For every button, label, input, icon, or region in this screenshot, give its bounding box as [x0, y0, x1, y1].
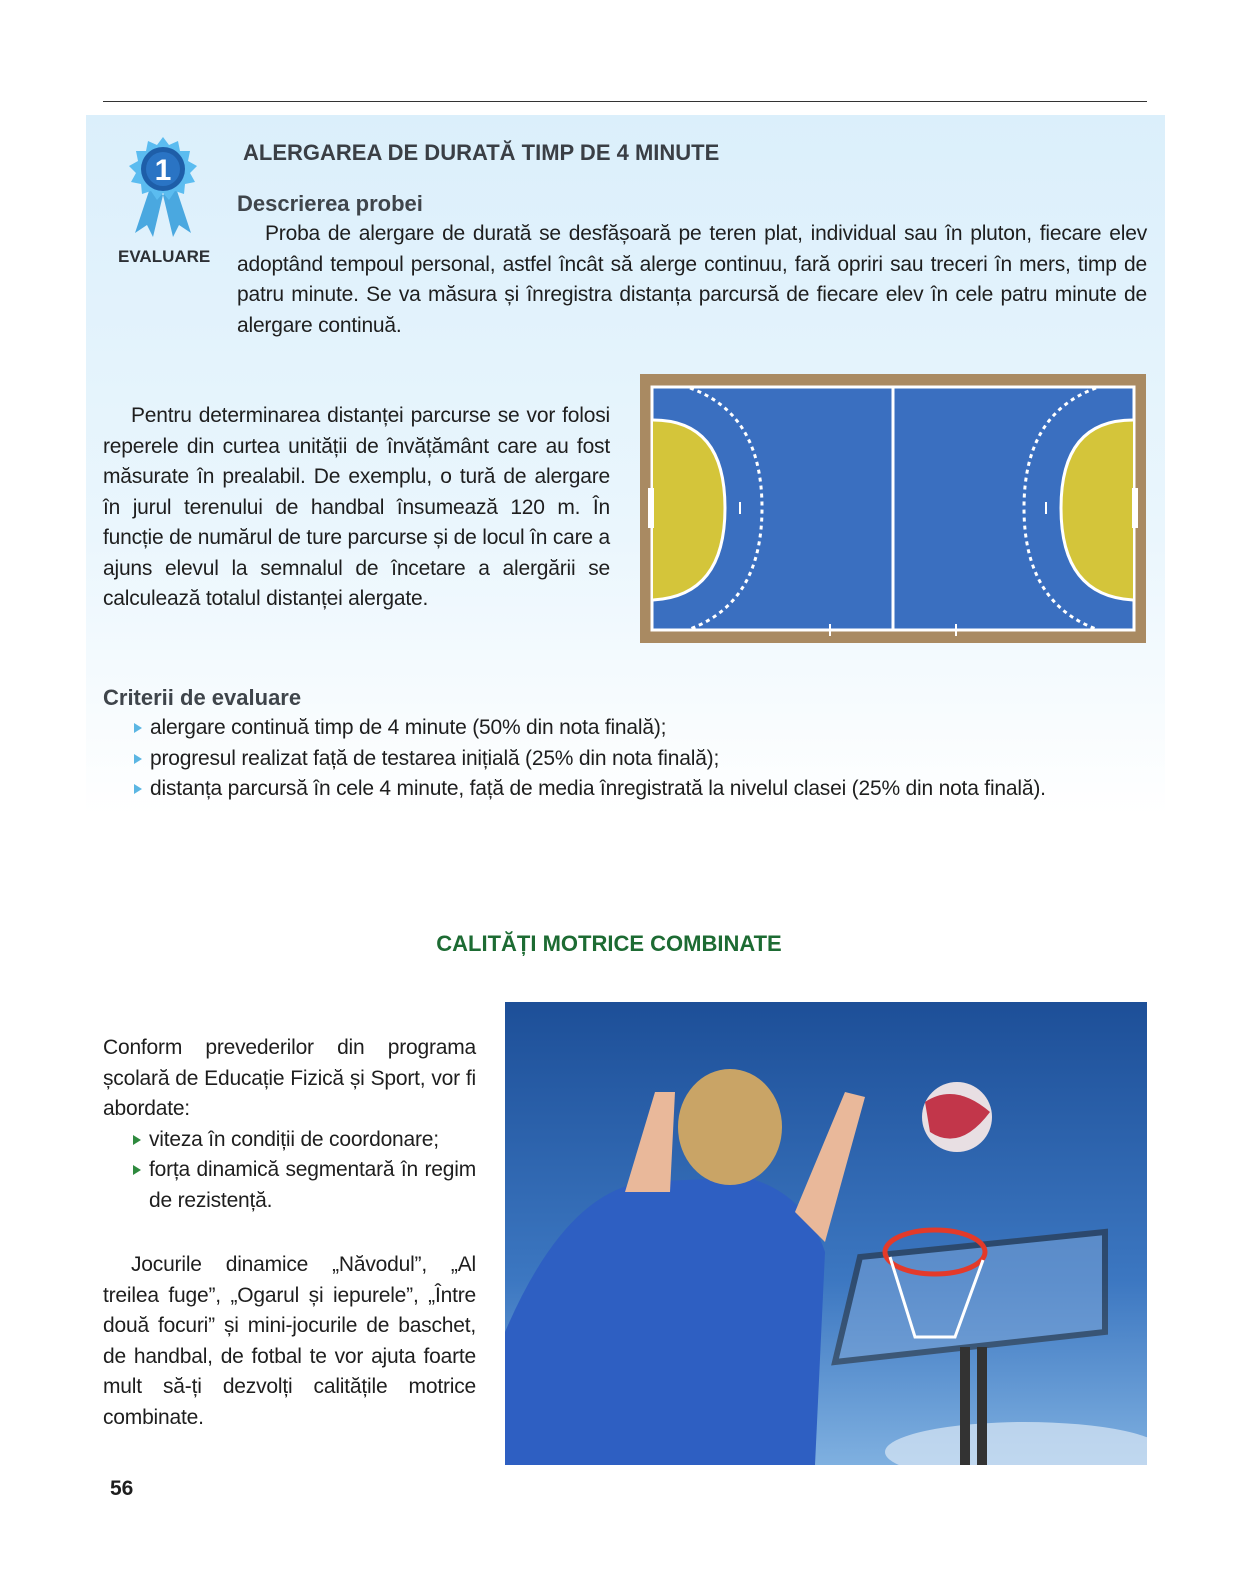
evaluation-badge — [118, 135, 211, 267]
ability-item: viteza în condiții de coordonare; — [129, 1125, 476, 1156]
top-rule — [103, 101, 1147, 102]
description-heading: Descrierea probei — [237, 191, 423, 216]
ability-item: forța dinamică segmentară în regim de rezistență. — [129, 1155, 476, 1216]
criteria-item: distanța parcursă în cele 4 minute, față de media înregistrată la nivelul clasei (25% din nota finală). — [130, 774, 1130, 805]
abilities-list — [129, 1125, 476, 1217]
criteria-list — [130, 713, 1130, 805]
basketball-photo — [505, 1002, 1147, 1465]
badge-label: EVALUARE — [118, 247, 211, 266]
handball-court-image — [640, 374, 1146, 643]
svg-text:1: 1 — [154, 154, 172, 187]
criteria-item: alergare continuă timp de 4 minute (50% din nota finală); — [130, 713, 1130, 744]
page-number: 56 — [110, 1477, 134, 1500]
section2-text — [103, 1033, 476, 1433]
distance-text: Pentru determinarea distanței parcurse se vor folosi reperele din curtea unității de învățământ care au fost măsurate în prealabil. De exemplu, o tură de alergare în jurul terenului de handbal însumează 120 m. În funcție de numărul de ture parcurse și de locul în care a ajuns elevul la semnalul de încetare a alergării se calculează totalul distanței alergate. — [103, 404, 610, 610]
games-text: Jocurile dinamice „Năvodul”, „Al treilea fuge”, „Ogarul și iepurele”, „Între două focuri” și mini-jocurile de baschet, de handbal, de fotbal te vor ajuta foarte mult să-ți dezvolți calitățile motrice combinate. — [103, 1253, 476, 1429]
section-title: ALERGAREA DE DURATĂ TIMP DE 4 MINUTE — [243, 140, 720, 165]
intro-text: Conform prevederilor din programa școlară de Educație Fizică și Sport, vor fi abordate: — [103, 1036, 476, 1120]
criteria-heading: Criterii de evaluare — [103, 685, 302, 710]
description-text: Proba de alergare de durată se desfășoară pe teren plat, individual sau în pluton, fiecare elev adoptând tempoul personal, astfel încât să alerge continuu, fară opriri sau treceri în mers, timp de patru minute. Se va măsura și înregistra distanța parcursă de fiecare elev în cele patru minute de alergare continuă. — [237, 222, 1147, 337]
criteria-item: progresul realizat față de testarea inițială (25% din nota finală); — [130, 744, 1130, 775]
ribbon-medal-icon — [123, 135, 203, 240]
section2-title: CALITĂȚI MOTRICE COMBINATE — [436, 931, 782, 956]
